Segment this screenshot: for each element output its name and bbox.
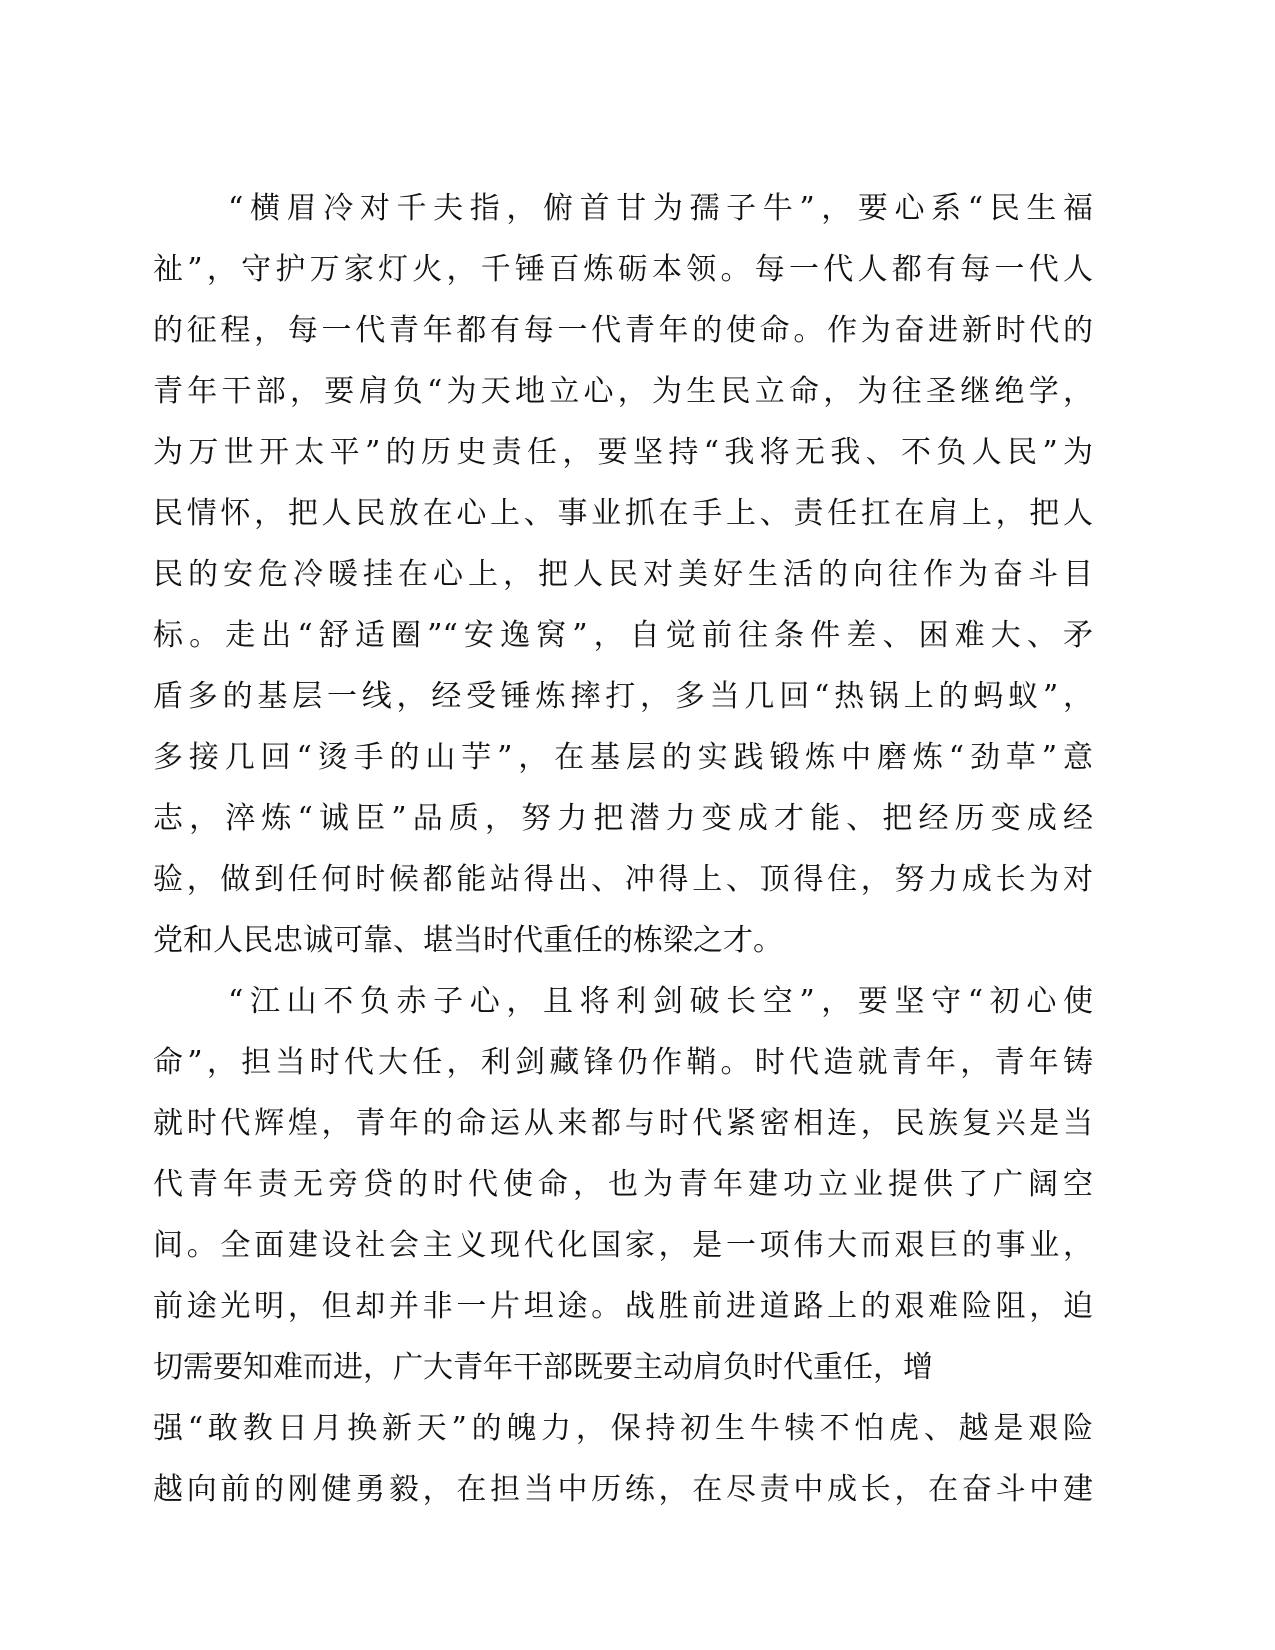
paragraph-2-line-6: 前途光明，但却并非一片坦途。战胜前进道路上的艰难险阻，迫 [153, 1289, 1093, 1324]
paragraph-1-line-5: 为万世开太平”的历史责任，要坚持“我将无我、不负人民”为 [153, 435, 1093, 470]
paragraph-1-line-8: 标。走出“舒适圈”“安逸窝”，自觉前往条件差、困难大、矛 [153, 618, 1093, 653]
paragraph-2-line-1: “江山不负赤子心，且将利剑破长空”，要坚守“初心使 [228, 984, 1093, 1019]
paragraph-1-line-12: 验，做到任何时候都能站得出、冲得上、顶得住，努力成长为对 [153, 862, 1093, 897]
paragraph-2-line-3: 就时代辉煌，青年的命运从来都与时代紧密相连，民族复兴是当 [153, 1106, 1093, 1141]
body-text [153, 178, 1093, 1520]
paragraph-1-line-2: 祉”，守护万家灯火，千锤百炼砺本领。每一代人都有每一代人 [153, 252, 1093, 287]
paragraph-1-line-9: 盾多的基层一线，经受锤炼摔打，多当几回“热锅上的蚂蚁”， [153, 679, 1093, 714]
paragraph-2-line-2: 命”，担当时代大任，利剑藏锋仍作鞘。时代造就青年，青年铸 [153, 1045, 1093, 1080]
paragraph-2-line-5: 间。全面建设社会主义现代化国家，是一项伟大而艰巨的事业， [153, 1228, 1093, 1263]
paragraph-1-line-13: 党和人民忠诚可靠、堪当时代重任的栋梁之才。 [153, 923, 783, 958]
paragraph-1-line-4: 青年干部，要肩负“为天地立心，为生民立命，为往圣继绝学， [153, 374, 1093, 409]
paragraph-1-line-11: 志，淬炼“诚臣”品质，努力把潜力变成才能、把经历变成经 [153, 801, 1093, 836]
paragraph-1-line-7: 民的安危冷暖挂在心上，把人民对美好生活的向往作为奋斗目 [153, 557, 1093, 592]
paragraph-1-line-10: 多接几回“烫手的山芋”，在基层的实践锻炼中磨炼“劲草”意 [153, 740, 1093, 775]
paragraph-2-line-4: 代青年责无旁贷的时代使命，也为青年建功立业提供了广阔空 [153, 1167, 1093, 1202]
paragraph-2-line-8: 强“敢教日月换新天”的魄力，保持初生牛犊不怕虎、越是艰险 [153, 1411, 1093, 1446]
paragraph-1-line-1: “横眉冷对千夫指，俯首甘为孺子牛”，要心系“民生福 [228, 191, 1093, 226]
paragraph-1-line-6: 民情怀，把人民放在心上、事业抓在手上、责任扛在肩上，把人 [153, 496, 1093, 531]
paragraph-2-line-9: 越向前的刚健勇毅，在担当中历练，在尽责中成长，在奋斗中建 [153, 1472, 1093, 1507]
paragraph-1-line-3: 的征程，每一代青年都有每一代青年的使命。作为奋进新时代的 [153, 313, 1093, 348]
paragraph-2-line-7: 切需要知难而进，广大青年干部既要主动肩负时代重任，增 [153, 1350, 933, 1385]
